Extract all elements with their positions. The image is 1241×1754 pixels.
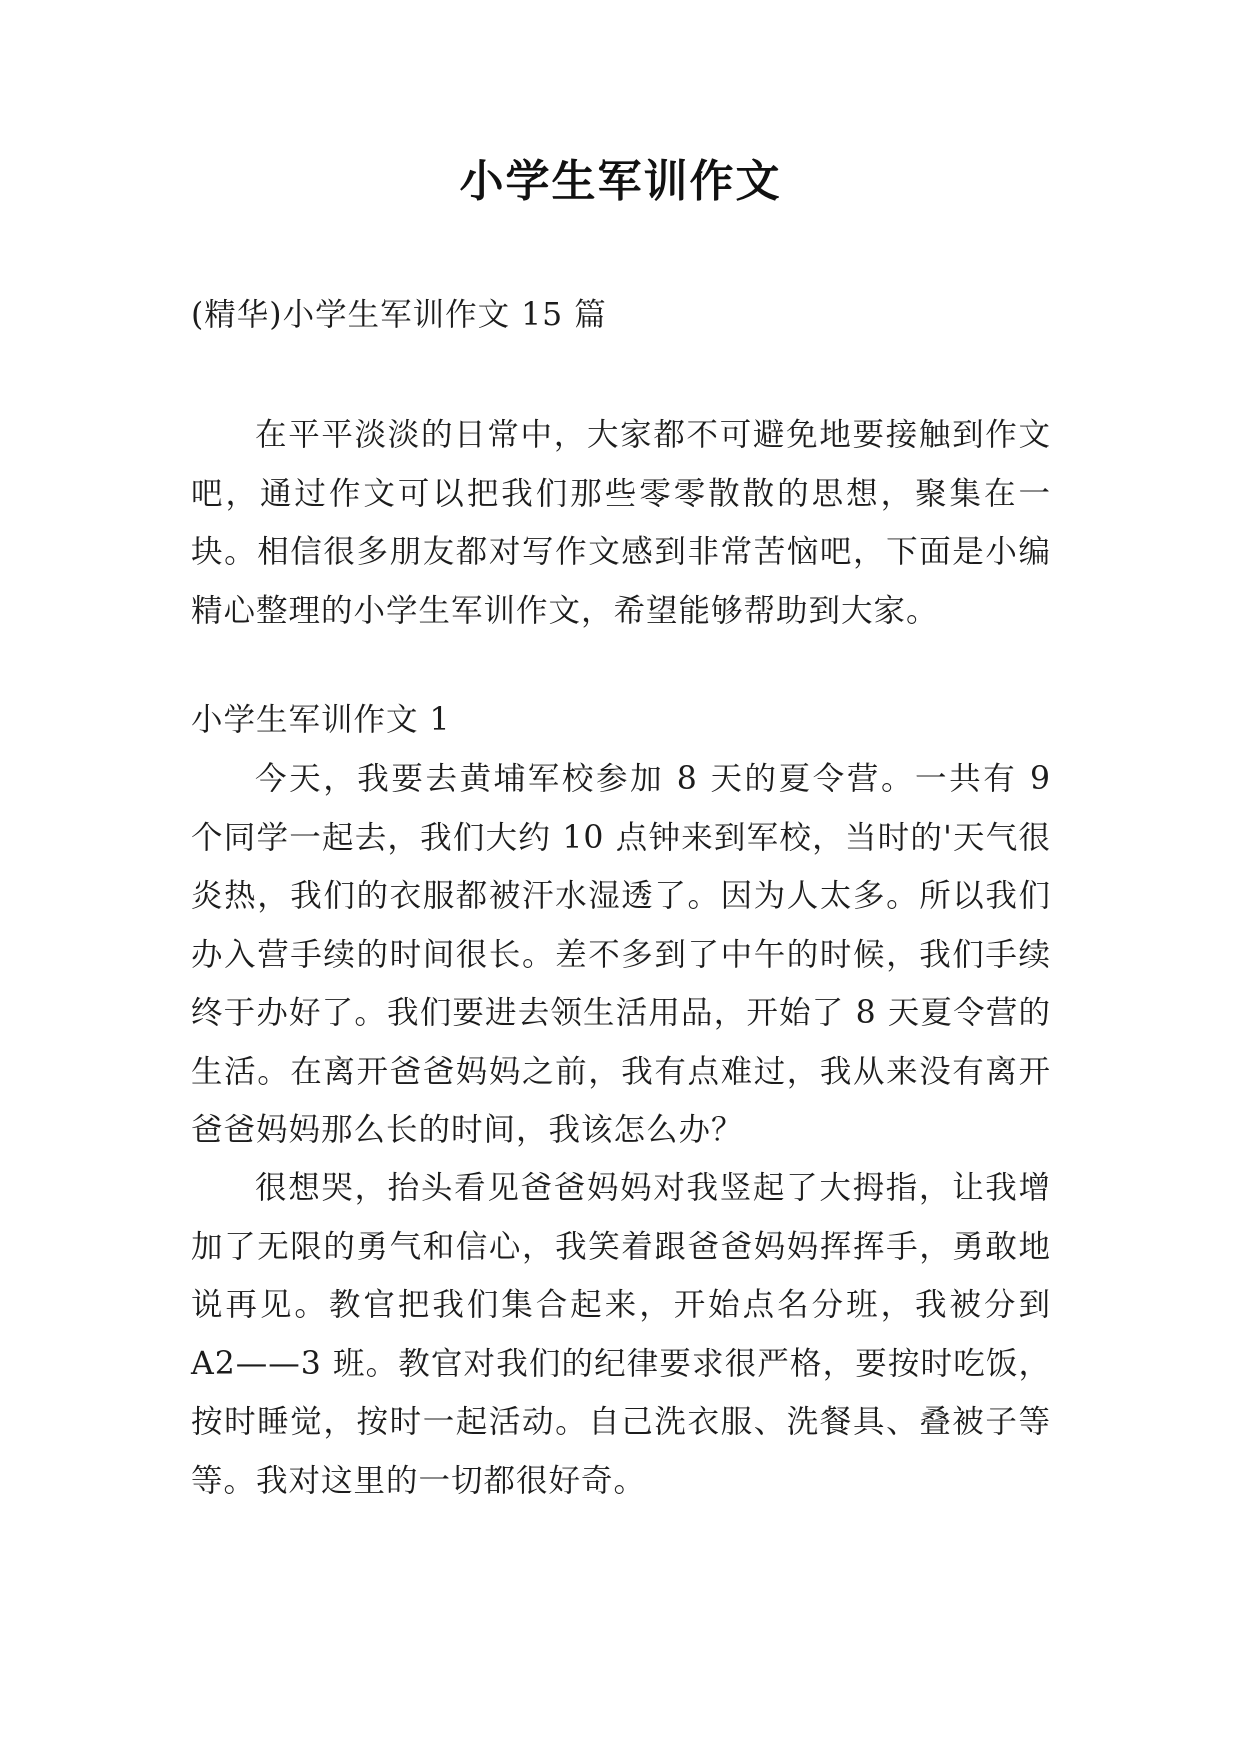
body-paragraph-2: 很想哭，抬头看见爸爸妈妈对我竖起了大拇指，让我增加了无限的勇气和信心，我笑着跟爸爸妈妈挥挥手，勇敢地说再见。教官把我们集合起来，开始点名分班，我被分到 A2——3 班。教官对我们的纪律要求很严格，要按时吃饭，按时睡觉，按时一起活动。自己洗衣服、洗餐具、叠被子等等。我对这里的一切都很好奇。 — [191, 1170, 1051, 1499]
document-title: 小学生军训作文 — [459, 156, 782, 207]
body-paragraph-1: 今天，我要去黄埔军校参加 8 天的夏令营。一共有 9 个同学一起去，我们大约 10 点钟来到军校，当时的'天气很炎热，我们的衣服都被汗水湿透了。因为人太多。所以我们办入营手续的时间很长。差不多到了中午的时候，我们手续终于办好了。我们要进去领生活用品，开始了 8 天夏令营的生活。在离开爸爸妈妈之前，我有点难过，我从来没有离开爸爸妈妈那么长的时间，我该怎么办？ — [191, 761, 1051, 1148]
document-subtitle: (精华)小学生军训作文 15 篇 — [191, 297, 607, 333]
intro-paragraph: 在平平淡淡的日常中，大家都不可避免地要接触到作文吧，通过作文可以把我们那些零零散散的思想，聚集在一块。相信很多朋友都对写作文感到非常苦恼吧，下面是小编精心整理的小学生军训作文，希望能够帮助到大家。 — [191, 417, 1051, 629]
section-heading: 小学生军训作文 1 — [191, 702, 451, 738]
